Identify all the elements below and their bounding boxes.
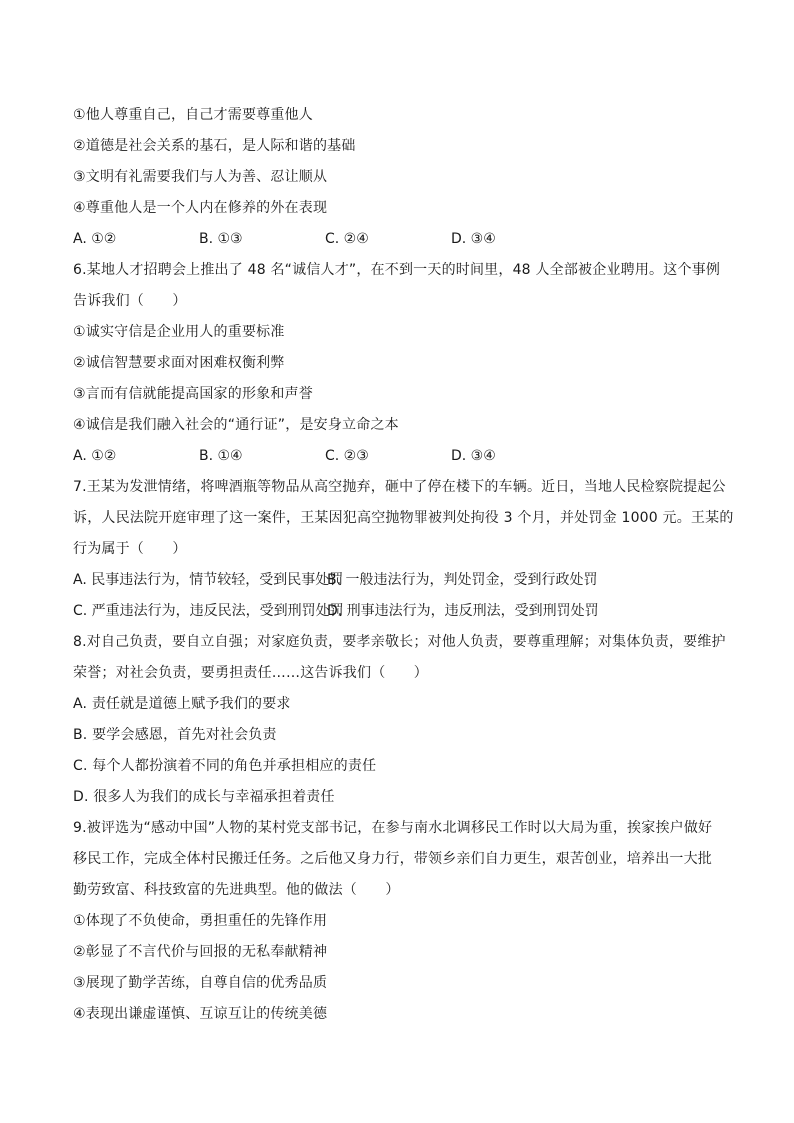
q7-options-row-1 (73, 565, 723, 596)
q8-option-c: C. 每个人都扮演着不同的角色并承担相应的责任 (73, 758, 377, 774)
q8-stem-line-2: 荣誉；对社会负责，要勇担责任……这告诉我们（ ） (73, 665, 428, 681)
q7-option-c: C. 严重违法行为，违反民法，受到刑罚处罚 (73, 603, 344, 619)
q6-option-a: A. ①② (73, 448, 117, 464)
q9-stem-line-2: 移民工作，完成全体村民搬迁任务。之后他又身力行，带领乡亲们自力更生，艰苦创业，培养出一大批 (73, 851, 712, 867)
q7-stem-line-2: 诉，人民法院开庭审理了这一案件，王某因犯高空抛物罪被判处拘役 3 个月，并处罚金 1000 元。王某的 (73, 510, 734, 526)
q6-statement-3: ③言而有信就能提高国家的形象和声誉 (73, 386, 313, 402)
q5-statement-1: ①他人尊重自己，自己才需要尊重他人 (73, 107, 313, 123)
q9-stem-line-1: 9.被评选为“感动中国”人物的某村党支部书记，在参与南水北调移民工作时以大局为重，挨家挨户做好 (73, 820, 713, 836)
q8-stem-line-1: 8.对自己负责，要自立自强；对家庭负责，要孝亲敬长；对他人负责，要尊重理解；对集体负责，要维护 (73, 634, 726, 650)
q7-option-b: B. 一般违法行为，判处罚金，受到行政处罚 (327, 572, 598, 588)
q5-option-a: A. ①② (73, 231, 117, 247)
q9-stem-line-3: 勤劳致富、科技致富的先进典型。他的做法（ ） (73, 882, 400, 898)
q5-statement-4: ④尊重他人是一个人内在修养的外在表现 (73, 200, 328, 216)
q6-options (73, 441, 723, 472)
q6-option-d: D. ③④ (451, 448, 496, 464)
q6-option-b: B. ①④ (199, 448, 243, 464)
q5-options (73, 224, 723, 255)
q9-statement-1: ①体现了不负使命，勇担重任的先锋作用 (73, 913, 328, 929)
q7-stem-line-1: 7.王某为发泄情绪，将啤酒瓶等物品从高空抛弃，砸中了停在楼下的车辆。近日，当地人民检察院提起公 (73, 479, 726, 495)
q7-stem-line-3: 行为属于（ ） (73, 541, 187, 557)
q5-option-d: D. ③④ (451, 231, 496, 247)
q8-option-d: D. 很多人为我们的成长与幸福承担着责任 (73, 789, 335, 805)
q6-statement-2: ②诚信智慧要求面对困难权衡利弊 (73, 355, 285, 371)
q6-option-c: C. ②③ (325, 448, 369, 464)
q9-statement-2: ②彰显了不言代价与回报的无私奉献精神 (73, 944, 328, 960)
q8-option-a: A. 责任就是道德上赋予我们的要求 (73, 696, 291, 712)
document-page (73, 100, 734, 1030)
q5-statement-3: ③文明有礼需要我们与人为善、忍让顺从 (73, 169, 328, 185)
q7-options-row-2 (73, 596, 723, 627)
q8-option-b: B. 要学会感恩，首先对社会负责 (73, 727, 277, 743)
q6-stem-line-2: 告诉我们（ ） (73, 293, 187, 309)
q5-statement-2: ②道德是社会关系的基石，是人际和谐的基础 (73, 138, 356, 154)
q9-statement-3: ③展现了勤学苦练，自尊自信的优秀品质 (73, 975, 328, 991)
q9-statement-4: ④表现出谦虚谨慎、互谅互让的传统美德 (73, 1006, 328, 1022)
q6-stem-line-1: 6.某地人才招聘会上推出了 48 名“诚信人才”，在不到一天的时间里，48 人全部被企业聘用。这个事例 (73, 262, 721, 278)
q7-option-d: D. 刑事违法行为，违反刑法，受到刑罚处罚 (327, 603, 599, 619)
q6-statement-1: ①诚实守信是企业用人的重要标准 (73, 324, 285, 340)
q5-option-b: B. ①③ (199, 231, 243, 247)
q6-statement-4: ④诚信是我们融入社会的“通行证”，是安身立命之本 (73, 417, 399, 433)
q5-option-c: C. ②④ (325, 231, 369, 247)
q7-option-a: A. 民事违法行为，情节较轻，受到民事处罚 (73, 572, 344, 588)
